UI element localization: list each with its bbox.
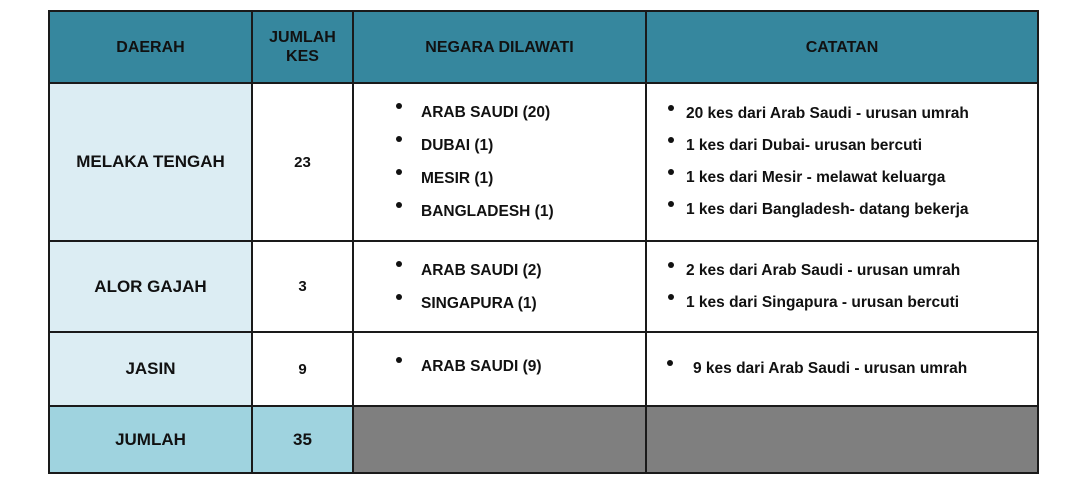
negara-item-text: SINGAPURA (1) (421, 294, 537, 312)
list-item (396, 350, 542, 383)
bullet-icon (668, 137, 674, 143)
row-jasin-daerah (50, 333, 253, 407)
header-daerah (50, 12, 253, 84)
bullet-icon (668, 169, 674, 175)
list-item (667, 255, 960, 287)
negara-item-text: ARAB SAUDI (20) (421, 104, 551, 121)
catatan-item-text: 1 kes dari Mesir - melawat keluarga (686, 169, 946, 186)
catatan-item-text: 1 kes dari Singapura - urusan bercuti (686, 293, 960, 311)
list-item (667, 130, 969, 162)
header-negara-dilawati (354, 12, 647, 84)
list-item (396, 254, 542, 287)
catatan-list (667, 98, 969, 226)
jumlah-value: 3 (298, 278, 307, 295)
header-daerah-text: DAERAH (116, 38, 185, 56)
negara-item-text: ARAB SAUDI (9) (421, 358, 542, 375)
daerah-label: ALOR GAJAH (94, 276, 207, 296)
header-catatan-text: CATATAN (805, 38, 879, 56)
row-jasin-catatan (647, 333, 1037, 407)
footer-total (253, 407, 354, 472)
bullet-icon (667, 360, 673, 366)
list-item (396, 162, 554, 195)
row-melaka-tengah-daerah (50, 84, 253, 242)
row-alor-gajah-negara (354, 242, 647, 333)
negara-item-text: ARAB SAUDI (2) (421, 261, 542, 279)
negara-list (396, 96, 554, 228)
row-melaka-tengah-catatan (647, 84, 1037, 242)
footer-jumlah-label (50, 407, 253, 472)
list-item (396, 195, 554, 228)
bullet-icon (668, 201, 674, 207)
list-item (667, 194, 969, 226)
list-item (667, 353, 967, 385)
negara-item-text: BANGLADESH (1) (421, 203, 554, 220)
catatan-item-text: 2 kes dari Arab Saudi - urusan umrah (686, 261, 961, 279)
bullet-icon (396, 357, 402, 363)
list-item (667, 287, 960, 319)
list-item (396, 129, 554, 162)
bullet-icon (396, 136, 402, 142)
list-item (667, 98, 969, 130)
jumlah-value: 23 (294, 153, 311, 171)
bullet-icon (396, 202, 402, 208)
bullet-icon (668, 105, 674, 111)
bullet-icon (668, 262, 674, 268)
catatan-item-text: 9 kes dari Arab Saudi - urusan umrah (693, 360, 968, 377)
header-jumlah-kes (253, 12, 354, 84)
negara-list (396, 350, 542, 383)
header-jumlah-kes-text: JUMLAH KES (269, 29, 336, 65)
jumlah-value: 9 (298, 360, 307, 378)
row-jasin-jumlah (253, 333, 354, 407)
negara-item-text: DUBAI (1) (421, 137, 494, 154)
catatan-list (667, 353, 967, 385)
row-alor-gajah-catatan (647, 242, 1037, 333)
row-alor-gajah-jumlah (253, 242, 354, 333)
list-item (396, 96, 554, 129)
bullet-icon (396, 261, 402, 267)
row-melaka-tengah-jumlah (253, 84, 354, 242)
row-melaka-tengah-negara (354, 84, 647, 242)
header-catatan (647, 12, 1037, 84)
daerah-label: JASIN (125, 359, 176, 378)
catatan-item-text: 20 kes dari Arab Saudi - urusan umrah (686, 105, 969, 122)
negara-item-text: MESIR (1) (421, 170, 494, 187)
catatan-item-text: 1 kes dari Dubai- urusan bercuti (686, 137, 923, 154)
header-negara-text: NEGARA DILAWATI (425, 38, 574, 56)
catatan-list (667, 255, 960, 319)
case-table (48, 10, 1039, 474)
bullet-icon (668, 294, 674, 300)
footer-empty-catatan (647, 407, 1037, 472)
bullet-icon (396, 103, 402, 109)
list-item (667, 162, 969, 194)
bullet-icon (396, 169, 402, 175)
bullet-icon (396, 294, 402, 300)
catatan-item-text: 1 kes dari Bangladesh- datang bekerja (686, 201, 969, 218)
row-alor-gajah-daerah (50, 242, 253, 333)
negara-list (396, 254, 542, 320)
daerah-label: MELAKA TENGAH (76, 152, 225, 171)
list-item (396, 287, 542, 320)
footer-total-value: 35 (293, 429, 312, 449)
footer-label-text: JUMLAH (115, 429, 186, 449)
footer-empty-negara (354, 407, 647, 472)
row-jasin-negara (354, 333, 647, 407)
